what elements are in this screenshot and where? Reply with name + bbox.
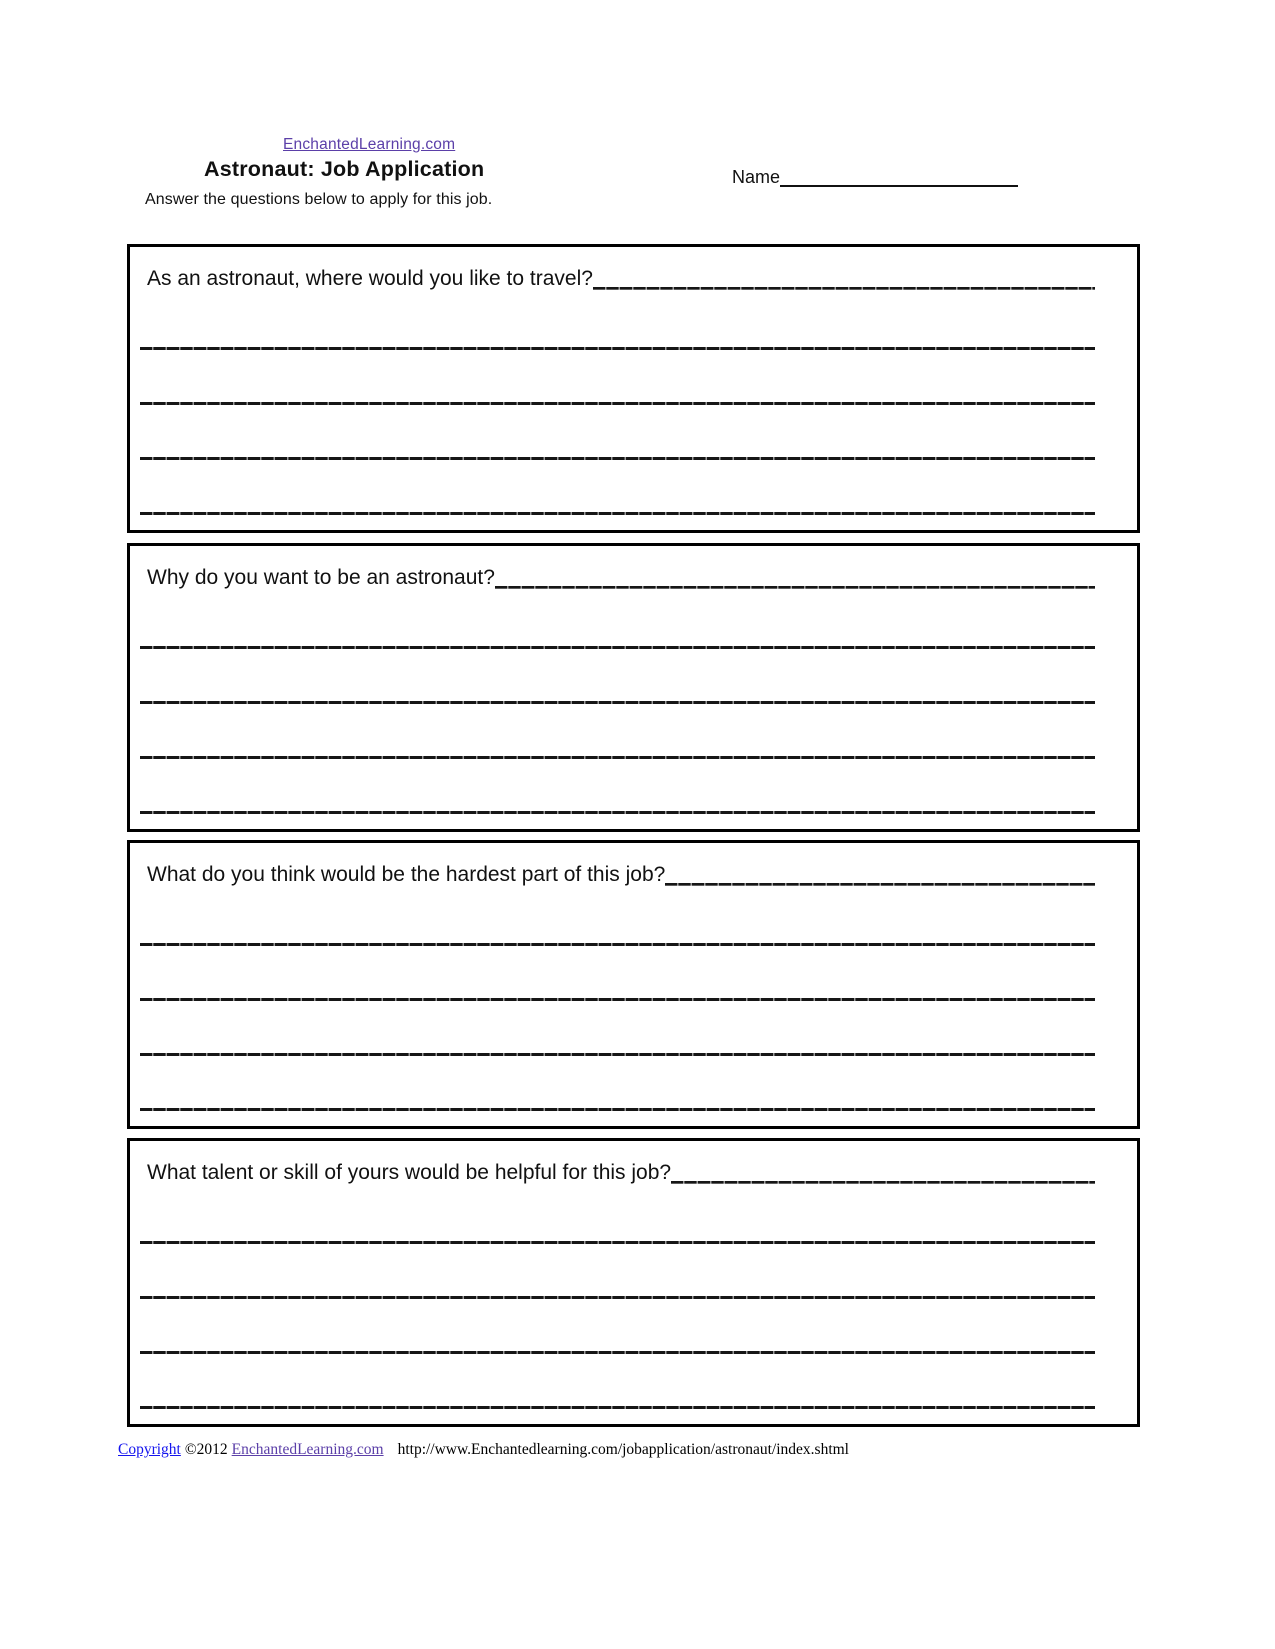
answer-line (140, 646, 1095, 649)
question-row (147, 860, 1095, 890)
answer-line (140, 998, 1095, 1001)
site-link[interactable]: EnchantedLearning.com (283, 136, 456, 153)
answer-line (140, 402, 1095, 405)
question-prompt: What talent or skill of yours would be helpful for this job? (147, 1161, 672, 1184)
question-box (127, 543, 1140, 832)
answer-line (140, 1053, 1095, 1056)
name-field-row (732, 164, 1018, 190)
question-box (127, 840, 1140, 1129)
answer-line (140, 457, 1095, 460)
question-blank (665, 860, 1095, 886)
name-blank-line (780, 164, 1018, 187)
footer (118, 1441, 849, 1459)
answer-line (140, 347, 1095, 350)
answer-line (140, 1241, 1095, 1244)
answer-line (140, 512, 1095, 515)
answer-line (140, 756, 1095, 759)
answer-line (140, 1108, 1095, 1111)
page-title: Astronaut: Job Application (204, 157, 485, 181)
question-row (147, 563, 1095, 593)
question-blank (671, 1158, 1095, 1184)
question-prompt: As an astronaut, where would you like to travel? (147, 267, 593, 290)
answer-line (140, 943, 1095, 946)
footer-url: http://www.Enchantedlearning.com/jobapplication/astronaut/index.shtml (397, 1441, 849, 1458)
answer-line (140, 1351, 1095, 1354)
answer-line (140, 701, 1095, 704)
question-prompt: What do you think would be the hardest part of this job? (147, 863, 666, 886)
answer-line (140, 1296, 1095, 1299)
question-row (147, 1158, 1095, 1188)
question-blank (495, 563, 1095, 589)
question-row (147, 264, 1095, 294)
question-prompt: Why do you want to be an astronaut? (147, 566, 495, 589)
instructions-text: Answer the questions below to apply for this job. (145, 191, 493, 208)
question-blank (593, 264, 1095, 290)
name-label: Name (732, 167, 781, 187)
answer-line (140, 811, 1095, 814)
question-box (127, 244, 1140, 533)
answer-line (140, 1406, 1095, 1409)
footer-site-link[interactable]: EnchantedLearning.com (231, 1441, 384, 1458)
question-box (127, 1138, 1140, 1427)
copyright-link[interactable]: Copyright (118, 1441, 181, 1458)
copyright-year: ©2012 (184, 1441, 228, 1458)
